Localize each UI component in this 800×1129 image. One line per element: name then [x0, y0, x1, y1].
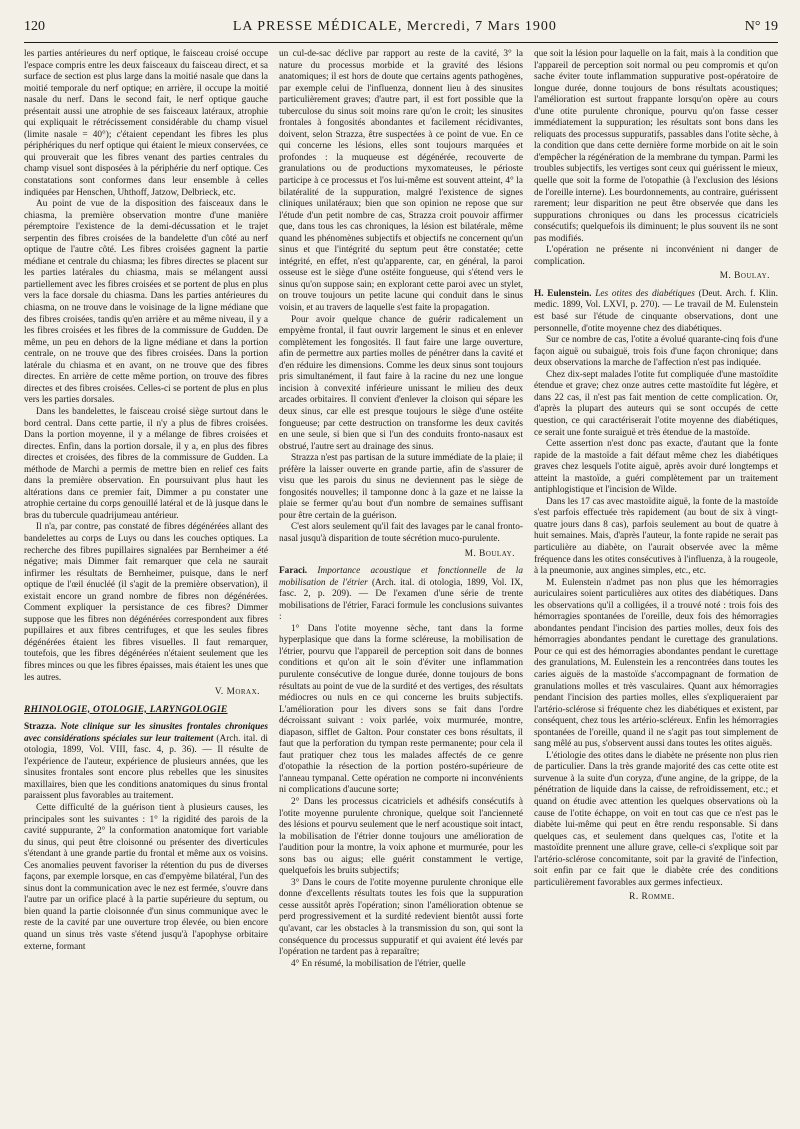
article-title: Les otites des diabétiques	[595, 288, 695, 299]
article-reference: (Arch. ital. di otologia, 1899, Vol. VIII, fasc. 4, p. 36). — Il résulte de l'expérience de l'auteur, expérience de plusieurs années, que les sinusites frontales sont encore plus rebelles que les sinusites maxillaires, bien que les conditions anatomiques du sinus frontal paraissent plus favorables au traitement.	[24, 733, 268, 802]
article-heading	[279, 566, 523, 624]
article-reference: (Arch. ital. di otologia, 1899, Vol. IX, fasc. 2, p. 209). — De l'examen d'une série de trente mobilisations de l'étrier, Faraci formule les conclusions suivantes :	[279, 577, 523, 623]
article-author: H. Eulenstein.	[534, 288, 592, 299]
article-heading	[24, 722, 268, 803]
issue-number: N° 19	[744, 19, 778, 34]
paragraph: Sur ce nombre de cas, l'otite a évolué quarante-cinq fois d'une façon aiguë ou subaiguë, trois fois d'une façon chronique; dans deux observations la marche de l'affection n'est pas indiquée.	[534, 335, 778, 369]
paragraph: Cette assertion n'est donc pas exacte, d'autant que la fonte rapide de la mastoïde a fait défaut même chez les diabétiques graves chez lesquels l'otite aiguë, après avoir duré longtemps et atteint la mastoïde, a guéri complètement par un traitement antiphlogistique et l'incision de Wilde.	[534, 439, 778, 496]
column-left	[24, 49, 268, 1129]
paragraph: Chez dix-sept malades l'otite fut compliquée d'une mastoïdite étendue et grave; chez onze autres cette mastoïdite fut légère, et dans 22 cas, il n'est pas fait mention de cette complication. Or, d'après la plupart des auteurs qui se sont occupés de cette question, ce qui caractériserait l'otite moyenne des diabétiques, ce serait une fonte suraiguë et très étendue de la mastoïde.	[534, 369, 778, 438]
paragraph: C'est alors seulement qu'il fait des lavages par le canal fronto-nasal jusqu'à disparition de toute sécrétion muco-purulente.	[279, 522, 523, 544]
author-signature: V. Morax.	[214, 687, 260, 698]
page-number: 120	[24, 19, 45, 34]
journal-title: LA PRESSE MÉDICALE, Mercredi, 7 Mars 1900	[232, 19, 557, 34]
paragraph: un cul-de-sac déclive par rapport au reste de la cavité, 3° la nature du processus morbide et la gravité des lésions anatomiques; il est hors de doute que certains agents pathogènes, par exemple celui de l'influenza, donnent lieu à des sinusites particulièrement graves; d'autre part, il est fort possible que la tuberculose du sinus soit moins rare qu'on le croit; les sinusites frontales à fongosités abondantes et facilement récidivantes, doivent, selon Strazza, être suspectées à ce point de vue. En ce qui concerne les lésions, elles sont toujours marquées et profondes : la muqueuse est dégénérée, recouverte de granulations ou de productions myxomateuses, le périoste participe à ce processus et l'os lui-même est souvent atteint, 4° la bilatéralité de la suppuration, malgré l'existence de signes cliniques unilatéraux; bien que son opinion ne repose que sur l'étude d'un petit nombre de cas, Strazza croit pouvoir affirmer que, dans tous les cas chroniques, la lésion est bilatérale, même quand les phénomènes subjectifs et objectifs ne concernent qu'un sinus et que l'intégrité du septum peut être constatée; cette intégrité, en effet, n'est qu'apparente, car, en général, la paroi osseuse est le siège d'une ostéite fongueuse, qui s'étend vers le sinus qu'on suppose sain; en explorant cette paroi avec un stylet, on trouve toujours un petite lacune qui conduit dans le sinus voisin, et au travers de laquelle s'est faite la propagation.	[279, 49, 523, 314]
column-middle	[279, 49, 523, 1129]
paragraph: 4° En résumé, la mobilisation de l'étrier, quelle	[291, 958, 466, 969]
paragraph: Il n'a, par contre, pas constaté de fibres dégénérées allant des bandelettes au corps de Luys ou dans les couches optiques. La recherche des fibres pupillaires signalées par Bernheimer a été négative; mais Dimmer fait remarquer que cela ne saurait infirmer les résultats de Bernheimer, puisque, dans le nerf optique de l'œil énucléé (il s'agit de la première observation), il existait encore un grand nombre de fibres non dégénérées. Comment expliquer la persistance de ces fibres? Dimmer suppose que les fibres non dégénérées correspondent aux fibres pupillaires et aux fibres centrifuges, et que les seules fibres dégénérées étaient les fibres visuelles. Il faut remarquer, toutefois, que les fibres dégénérées n'étaient seulement que les fibres minces ou que les fibres épaisses, mais étaient les unes que les autres.	[24, 522, 268, 683]
paragraph: Dans les 17 cas avec mastoïdite aiguë, la fonte de la mastoïde s'est parfois effectuée très rapidement (au bout de six à vingt-quatre jours dans 8 cas), parfois seulement au bout de quatre à huit semaines. Mais, d'après l'auteur, la fonte rapide ne serait pas particulière au diabète, on l'aurait observée avec la même fréquence dans les otites consécutives à l'influenza, à la rougeole, à la pneumonie, aux angines simples, etc., etc.	[534, 496, 778, 577]
article-author: Faraci.	[279, 566, 308, 577]
article-title: Note clinique sur les sinusites frontales chroniques avec considérations spéciales sur leur traitement	[24, 722, 268, 744]
section-heading: RHINOLOGIE, OTOLOGIE, LARYNGOLOGIE	[24, 704, 228, 715]
text-columns	[24, 49, 778, 1129]
author-signature: M. Boulay.	[719, 271, 770, 282]
paragraph: M. Eulenstein n'admet pas non plus que les hémorragies auriculaires soient particulières aux otites des diabétiques. Dans les observations qu'il a colligées, il a trouvé noté : trois fois des hémorragies spontanées de l'oreille, deux fois des hémorragies abondantes pendant l'incision des parties molles, deux fois des hémorragies abondantes pendant le curettage des granulations. Pour ce qui est des hémorragies abondantes pendant le curettage des granulations, M. Eulenstein les a rencontrées dans toutes les caries aiguës de la mastoïde s'accompagnant de formation de granulations molles et très vasculaires. Quant aux hémorragies pendant l'incision des parties molles, elles s'expliqueraient par l'artério-sclérose si fréquente chez les diabétiques et existent, par conséquent, chez tous les artério-scléreux. Enfin les hémorragies spontanées de l'oreille, quand il ne s'agit pas tout simplement de sang mêlé au pus, s'observent aussi dans toutes les otites aiguës.	[534, 577, 778, 750]
article-author: Strazza.	[24, 722, 57, 733]
author-signature: R. Romme.	[629, 892, 675, 903]
paragraph: Strazza n'est pas partisan de la suture immédiate de la plaie; il préfère la laisser ouverte en grande partie, afin de s'assurer de visu que les parois du sinus ne deviennent pas le siège de fongosités nouvelles; il tamponne donc à la gaze et ne laisse la plaie se fermer qu'au bout d'un nombre de semaines suffisant pour être certain de la guérison.	[279, 453, 523, 521]
paragraph: les parties antérieures du nerf optique, le faisceau croisé occupe l'espace compris entre les deux faisceaux du faisceau direct, et sa surface de section est plus large dans la moitié nasale que dans la moitié temporale du nerf optique; en arrière, il occupe la moitié nasale du nerf. Dans le second fait, le nerf optique gauche présentait aussi une atrophie de ses faisceaux latéraux, atrophie qui expliquait le rétrécissement considérable du champ visuel (limite nasale = 40°); c'étaient cependant les fibres les plus périphériques du nerf optique qui étaient le mieux conservées, ce qui prouverait que les fibres venant des parties centrales du champ visuel sont disposées à la périphérie du nerf optique. Ces constatations sont conformes dans leur ensemble à celles indiquées par Henschen, Uhthoff, Jatzow, Delbrieck, etc.	[24, 49, 268, 198]
paragraph: Pour avoir quelque chance de guérir radicalement un empyème frontal, il faut ouvrir largement le sinus et en enlever complètement les fongosités. Il faut faire une large ouverture, afin de permettre aux parties molles de pénétrer dans la cavité et d'en réduire les dimensions. Comme les deux sinus sont toujours pris simultanément, il faut faire à la racine du nez une longue incision à convexité inférieure unissant le milieu des deux arcades orbitaires. Il convient d'enlever la cloison qui sépare les deux sinus, car elle est presque toujours le siège d'une ostéite fongueuse; par cette destruction on transforme les deux cavités en une seule, si bien que si l'un des conduits fronto-nasaux est obstrué, l'autre sert au drainage des sinus.	[279, 314, 523, 452]
paragraph: Cette difficulté de la guérison tient à plusieurs causes, les principales sont les suivantes : 1° la rigidité des parois de la cavité suppurante, 2° la conformation anatomique fort variable du sinus, qui peut être cloisonné ou présenter des diverticules s'étendant à une grande partie du frontal et même aux os voisins. Ces anomalies peuvent favoriser la rétention du pus de diverses façons, par exemple lorsque, en cas d'empyème bilatéral, l'un des sinus dont la communication avec le nez est fermée, s'ouvre dans l'autre par un orifice placé à la partie supérieure du septum, ou bien quand la partie cloisonnée d'un sinus communique avec le reste de la cavité par une ouverture trop élevée, ou bien encore quand un sinus très vaste s'étend jusqu'à l'apophyse orbitaire externe, formant	[24, 803, 268, 952]
page-header	[24, 18, 778, 43]
column-right	[534, 49, 778, 1129]
paragraph: 2° Dans les processus cicatriciels et adhésifs consécutifs à l'otite moyenne purulente chronique, quelque soit l'ancienneté des lésions et pourvu seulement que le nerf acoustique soit intact, la mobilisation de l'étrier donne toujours une amélioration de l'audition pour la montre, la voix aphone et murmurée, pour les sons bas ou aigus; elle guérit constamment le vertige, quelquefois les bruits subjectifs;	[279, 797, 523, 877]
paragraph: Au point de vue de la disposition des faisceaux dans le chiasma, la première observation montre d'une manière péremptoire l'existence de la demi-décussation et le trajet serpentin des fibres croisées de la bandelette d'un côté au nerf optique de l'autre côté. Les fibres croisées gagnent la partie médiane et centrale du chiasma; les fibres directes se placent sur les parties latérales du chiasma, mais se mélangent aussi partiellement avec les fibres croisées et se portent de plus en plus vers la face dorsale du chiasma. Dans les parties antérieures du chiasma, on ne trouve dans le voisinage de la ligne médiane que des fibres croisées, tandis qu'en arrière et au même niveau, il y a les fibres croisées et les fibres de la commissure de Gudden. De même, un peu en dehors de la ligne médiane et dans la portion centrale, on ne trouve que des fibres croisées. Dans la portion latérale du chiasma et en avant, on ne trouve que des fibres directes. En arrière de cette même portion, on trouve des fibres directes et des fibres croisées. Celles-ci se portent de plus en plus vers les parties dorsales.	[24, 199, 268, 406]
paragraph: 3° Dans le cours de l'otite moyenne purulente chronique elle donne d'excellents résultats toutes les fois que la suppuration cesse aussitôt après l'opération; sinon l'amélioration obtenue se perd progressivement et la surdité redevient bientôt aussi forte qu'avant, car les obstacles à la transmission du son, qui sont la conséquence du processus suppuratif et qui avaient été levés par l'opération ne tardent pas à reparaître;	[279, 877, 523, 958]
paragraph: 1° Dans l'otite moyenne sèche, tant dans la forme hyperplasique que dans la forme scléreuse, la mobilisation de l'étrier, pourvu que l'appareil de perception soit dans de bonnes conditions et qu'on ait le soin d'éviter une inflammation purulente consécutive de longue durée, donne toujours de bons résultats au point de vue de la surdité et des vertiges, des résultats médiocres ou nuls en ce qui concerne les bruits subjectifs. L'amélioration pour les divers sons se fait dans l'ordre décroissant suivant : voix parlée, voix murmurée, montre, diapason, sifflet de Galton. Pour constater ces bons résultats, il faut que la perforation du tympan reste permanente; pour cela il faut pratiquer chez tous les malades affectés de ce genre d'otopathie la résection de la portion postéro-supérieure de l'anneau tympanal. Cette opération ne comporte ni inconvénients ni complications d'aucune sorte;	[279, 623, 523, 796]
paragraph: que soit la lésion pour laquelle on la fait, mais à la condition que l'appareil de perception soit normal ou peu compromis et qu'on sache éviter toute inflammation suppurative post-opératoire de longue durée, donne toujours de bons résultats acoustiques; l'amélioration est surtout frappante lorsqu'on opère au cours d'une otite purulente chronique, pourvu qu'on fasse cesser immédiatement la suppuration; les résultats sont bons dans les reliquats des processus suppuratifs, passables dans l'otite sèche, à la condition que dans cette dernière forme morbide on ait le soin d'empêcher la régénération de la membrane du tympan. Parmi les troubles subjectifs, les vertiges sont ceux qui guérissent le mieux, quelle que soit la forme de l'otopathie (à l'exclusion des lésions de l'oreille interne). Les bourdonnements, au contraire, guérissent rarement; leur disparition ne peut être observée que dans les suppurations chroniques ou dans les processus cicatriciels consécutifs; quelquefois ils diminuent; le plus souvent ils ne sont pas modifiés.	[534, 49, 778, 244]
paragraph: Dans les bandelettes, le faisceau croisé siège surtout dans le bord central. Dans cette partie, il n'y a plus de fibres croisées. Dans la portion moyenne, il y a mélange de fibres croisées et directes. Enfin, dans la portion dorsale, il y a, en plus des fibres directes et croisées, des fibres de la commissure de Gudden. La méthode de Marchi a permis de mettre bien en relief ces faits dans la première observation. En poursuivant plus haut les altérations dans ce premier fait, Dimmer a pu constater une atrophie certaine du corps genouillé latéral et de là jusque dans le bras du tubercule quadrijumeau antérieur.	[24, 406, 268, 521]
article-heading	[534, 289, 778, 335]
paragraph: L'étiologie des otites dans le diabète ne présente non plus rien de particulier. Dans la très grande majorité des cas cette otite est survenue à la suite d'un coryza, d'une angine, de la grippe, de la pénétration de liquide dans la caisse, de refroidissement, etc.; et quand on étudie avec attention les quelques observations où la cause de l'otite échappe, on voit en tout cas que ce n'est pas le diabète lui-même qui peut en être rendu responsable. Si dans quelques cas, et seulement dans quelques cas, l'otite et la mastoïdite prennent une allure grave, celle-ci s'explique soit par l'artério-sclérose concomitante, soit par la gravité de l'infection, soit enfin par ce fait que le diabète crée des conditions particulièrement favorables aux germes infectieux.	[534, 750, 778, 888]
article-reference: (Deut. Arch. f. Klin. medic. 1899, Vol. LXVI, p. 270). — Le travail de M. Eulenstein est basé sur l'étude de cinquante observations, dont une personnelle, d'otite moyenne chez des diabétiques.	[534, 288, 778, 334]
article-title: Importance acoustique et fonctionnelle de la mobilisation de l'étrier	[279, 566, 523, 588]
paragraph: L'opération ne présente ni inconvénient ni danger de complication.	[534, 245, 778, 267]
author-signature: M. Boulay.	[464, 548, 515, 559]
